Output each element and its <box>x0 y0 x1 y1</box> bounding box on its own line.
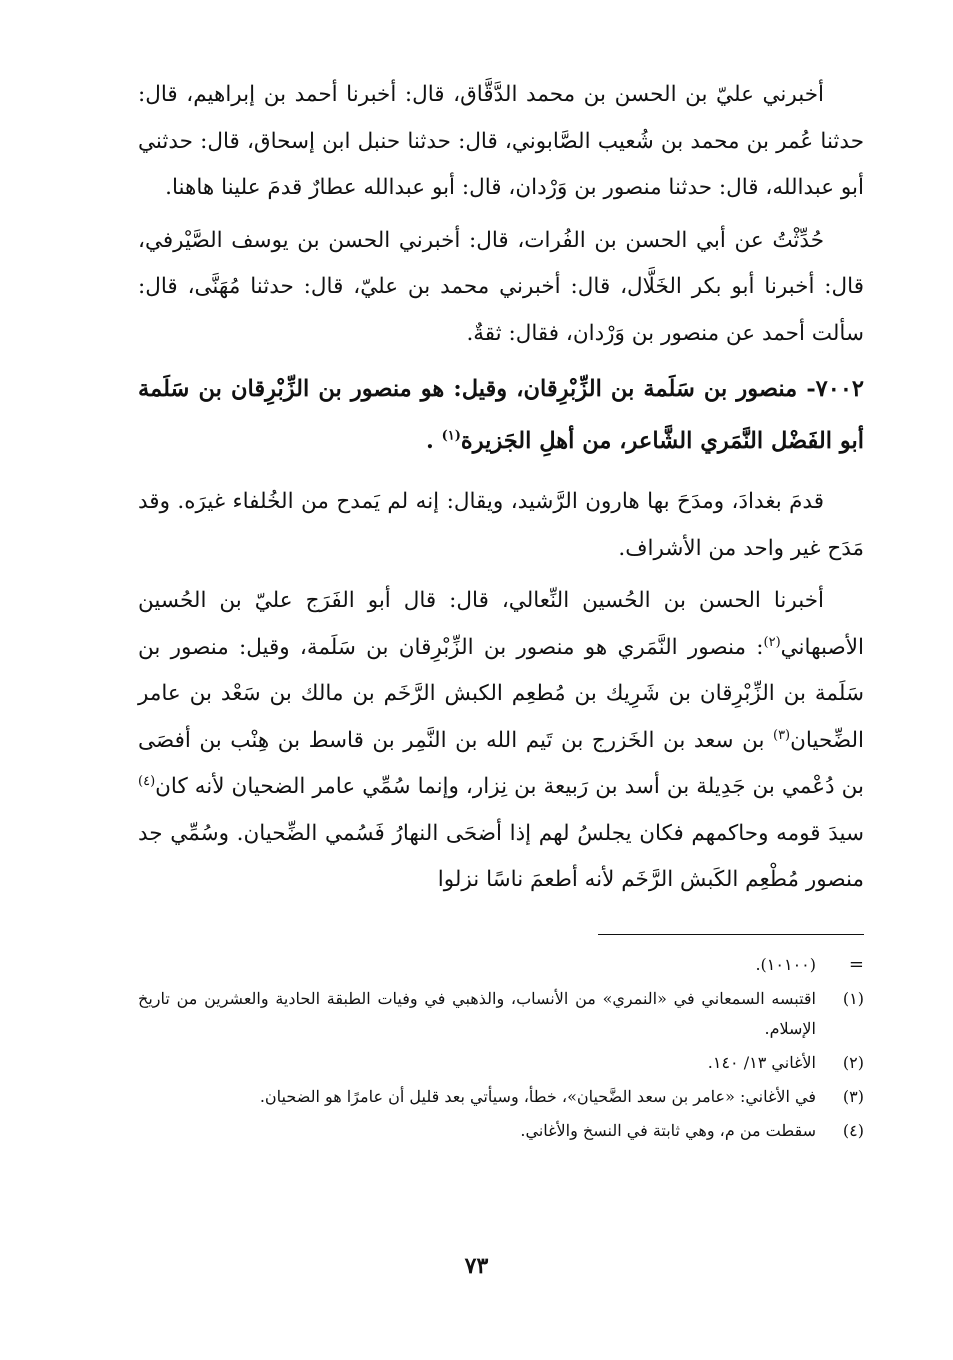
entry-heading-end: . <box>425 428 442 454</box>
paragraph-3-text: قدمَ بغدادَ، ومدَحَ بها هارون الرَّشيد، ويقال: إنه لم يَمدح من الخُلفاء غيرَه. وقد مَدَح غير واحد من الأشراف. <box>138 489 864 561</box>
footnote-2 <box>138 1048 864 1078</box>
footnote-ref-1: (١) <box>441 428 461 444</box>
footnote-3-number: (٣) <box>842 1087 864 1106</box>
footnote-continuation <box>138 950 864 980</box>
footnote-2-text: الأغاني ١٣/ ١٤٠. <box>707 1053 816 1072</box>
footnotes <box>138 950 864 1150</box>
paragraph-1 <box>138 72 864 212</box>
paragraph-4-text-d: سيدَ قومه وحاكمهم فكان يجلسُ لهم إذا أضحَى النهارُ فَسُمي الضِّحيان. وسُمِّي جد منصور مُطْعِم الكَبش الرَّخَم لأنه أطعمَ ناسًا نزلوا <box>138 820 864 892</box>
paragraph-3 <box>138 479 864 572</box>
biography-entry-heading <box>138 363 864 467</box>
continuation-mark: = <box>848 954 864 975</box>
paragraph-4 <box>138 578 864 904</box>
continuation-text: (١٠١٠٠). <box>755 955 816 974</box>
footnote-1 <box>138 984 864 1044</box>
footnote-4-number: (٤) <box>842 1121 864 1140</box>
paragraph-4-text-a: أخبرنا الحسن بن الحُسين النِّعالي، قال: قال أبو الفَرَج عليّ بن الحُسين الأصبهاني <box>138 588 864 660</box>
paragraph-1-text: أخبرني عليّ بن الحسن بن محمد الدَّقَّاق، قال: أخبرنا أحمد بن إبراهيم، قال: حدثنا عُمر بن محمد بن شُعيب الصَّابوني، قال: حدثنا حنبل ابن إسحاق، قال: حدثني أبو عبدالله، قال: حدثنا منصور بن وَرْدان، قال: أبو عبدالله عطارٌ قدمَ علينا هاهنا. <box>138 82 864 200</box>
footnote-separator <box>598 934 864 935</box>
paragraph-4-text-c: بن سعد بن الخَزرج بن تَيم الله بن النَّمِر بن قاسط بن هِنْب بن أفصَى بن دُعْمي بن جَدِيلة بن أسد بن رَبيعة بن نِزار، وإنما سُمِّي عامر الضحيان لأنه كان <box>138 727 864 799</box>
page-number: ٧٣ <box>464 1253 489 1279</box>
footnote-3-text: في الأغاني: «عامر بن سعد الضَّحيان»، خطأ، وسيأتي بعد قليل أن عامرًا هو الضحيان. <box>259 1087 816 1106</box>
footnote-ref-2: (٢) <box>763 634 781 650</box>
footnote-1-number: (١) <box>842 989 864 1008</box>
main-text <box>138 72 864 910</box>
paragraph-4-text-b: : منصور النَّمَري هو منصور بن الزِّبْرِقان بن سَلَمة، وقيل: منصور بن سَلَمة بن الزِّبْرِقان بن شَرِيك بن مُطعِم الكبش الرَّخَم بن مالك بن سَعْد بن عامر الضِّحيان <box>138 634 864 753</box>
footnote-ref-4: (٤) <box>138 773 156 789</box>
entry-heading-text: ٧٠٠٢- منصور بن سَلَمة بن الزِّبْرِقان، وقيل: هو منصور بن الزِّبْرِقان بن سَلَمة أبو الفَضْل النَّمَري الشَّاعر، من أهلِ الجَزيرة <box>138 376 864 454</box>
footnote-ref-3: (٣) <box>772 727 791 743</box>
paragraph-2 <box>138 218 864 358</box>
footnote-1-text: اقتبسه السمعاني في «النمري» من الأنساب، والذهبي في وفيات الطبقة الحادية والعشرين من تاريخ الإسلام. <box>138 989 816 1038</box>
footnote-2-number: (٢) <box>842 1053 864 1072</box>
footnote-4 <box>138 1116 864 1146</box>
footnote-4-text: سقطت من م، وهي ثابتة في النسخ والأغاني. <box>520 1121 816 1140</box>
paragraph-2-text: حُدِّثْتُ عن أبي الحسن بن الفُرات، قال: أخبرني الحسن بن يوسف الصَّيْرفي، قال: أخبرنا أبو بكر الخَلَّال، قال: أخبرني محمد بن عليّ، قال: حدثنا مُهَنَّى، قال: سألت أحمد عن منصور بن وَرْدان، فقال: ثقةٌ. <box>138 227 864 346</box>
footnote-3 <box>138 1082 864 1112</box>
